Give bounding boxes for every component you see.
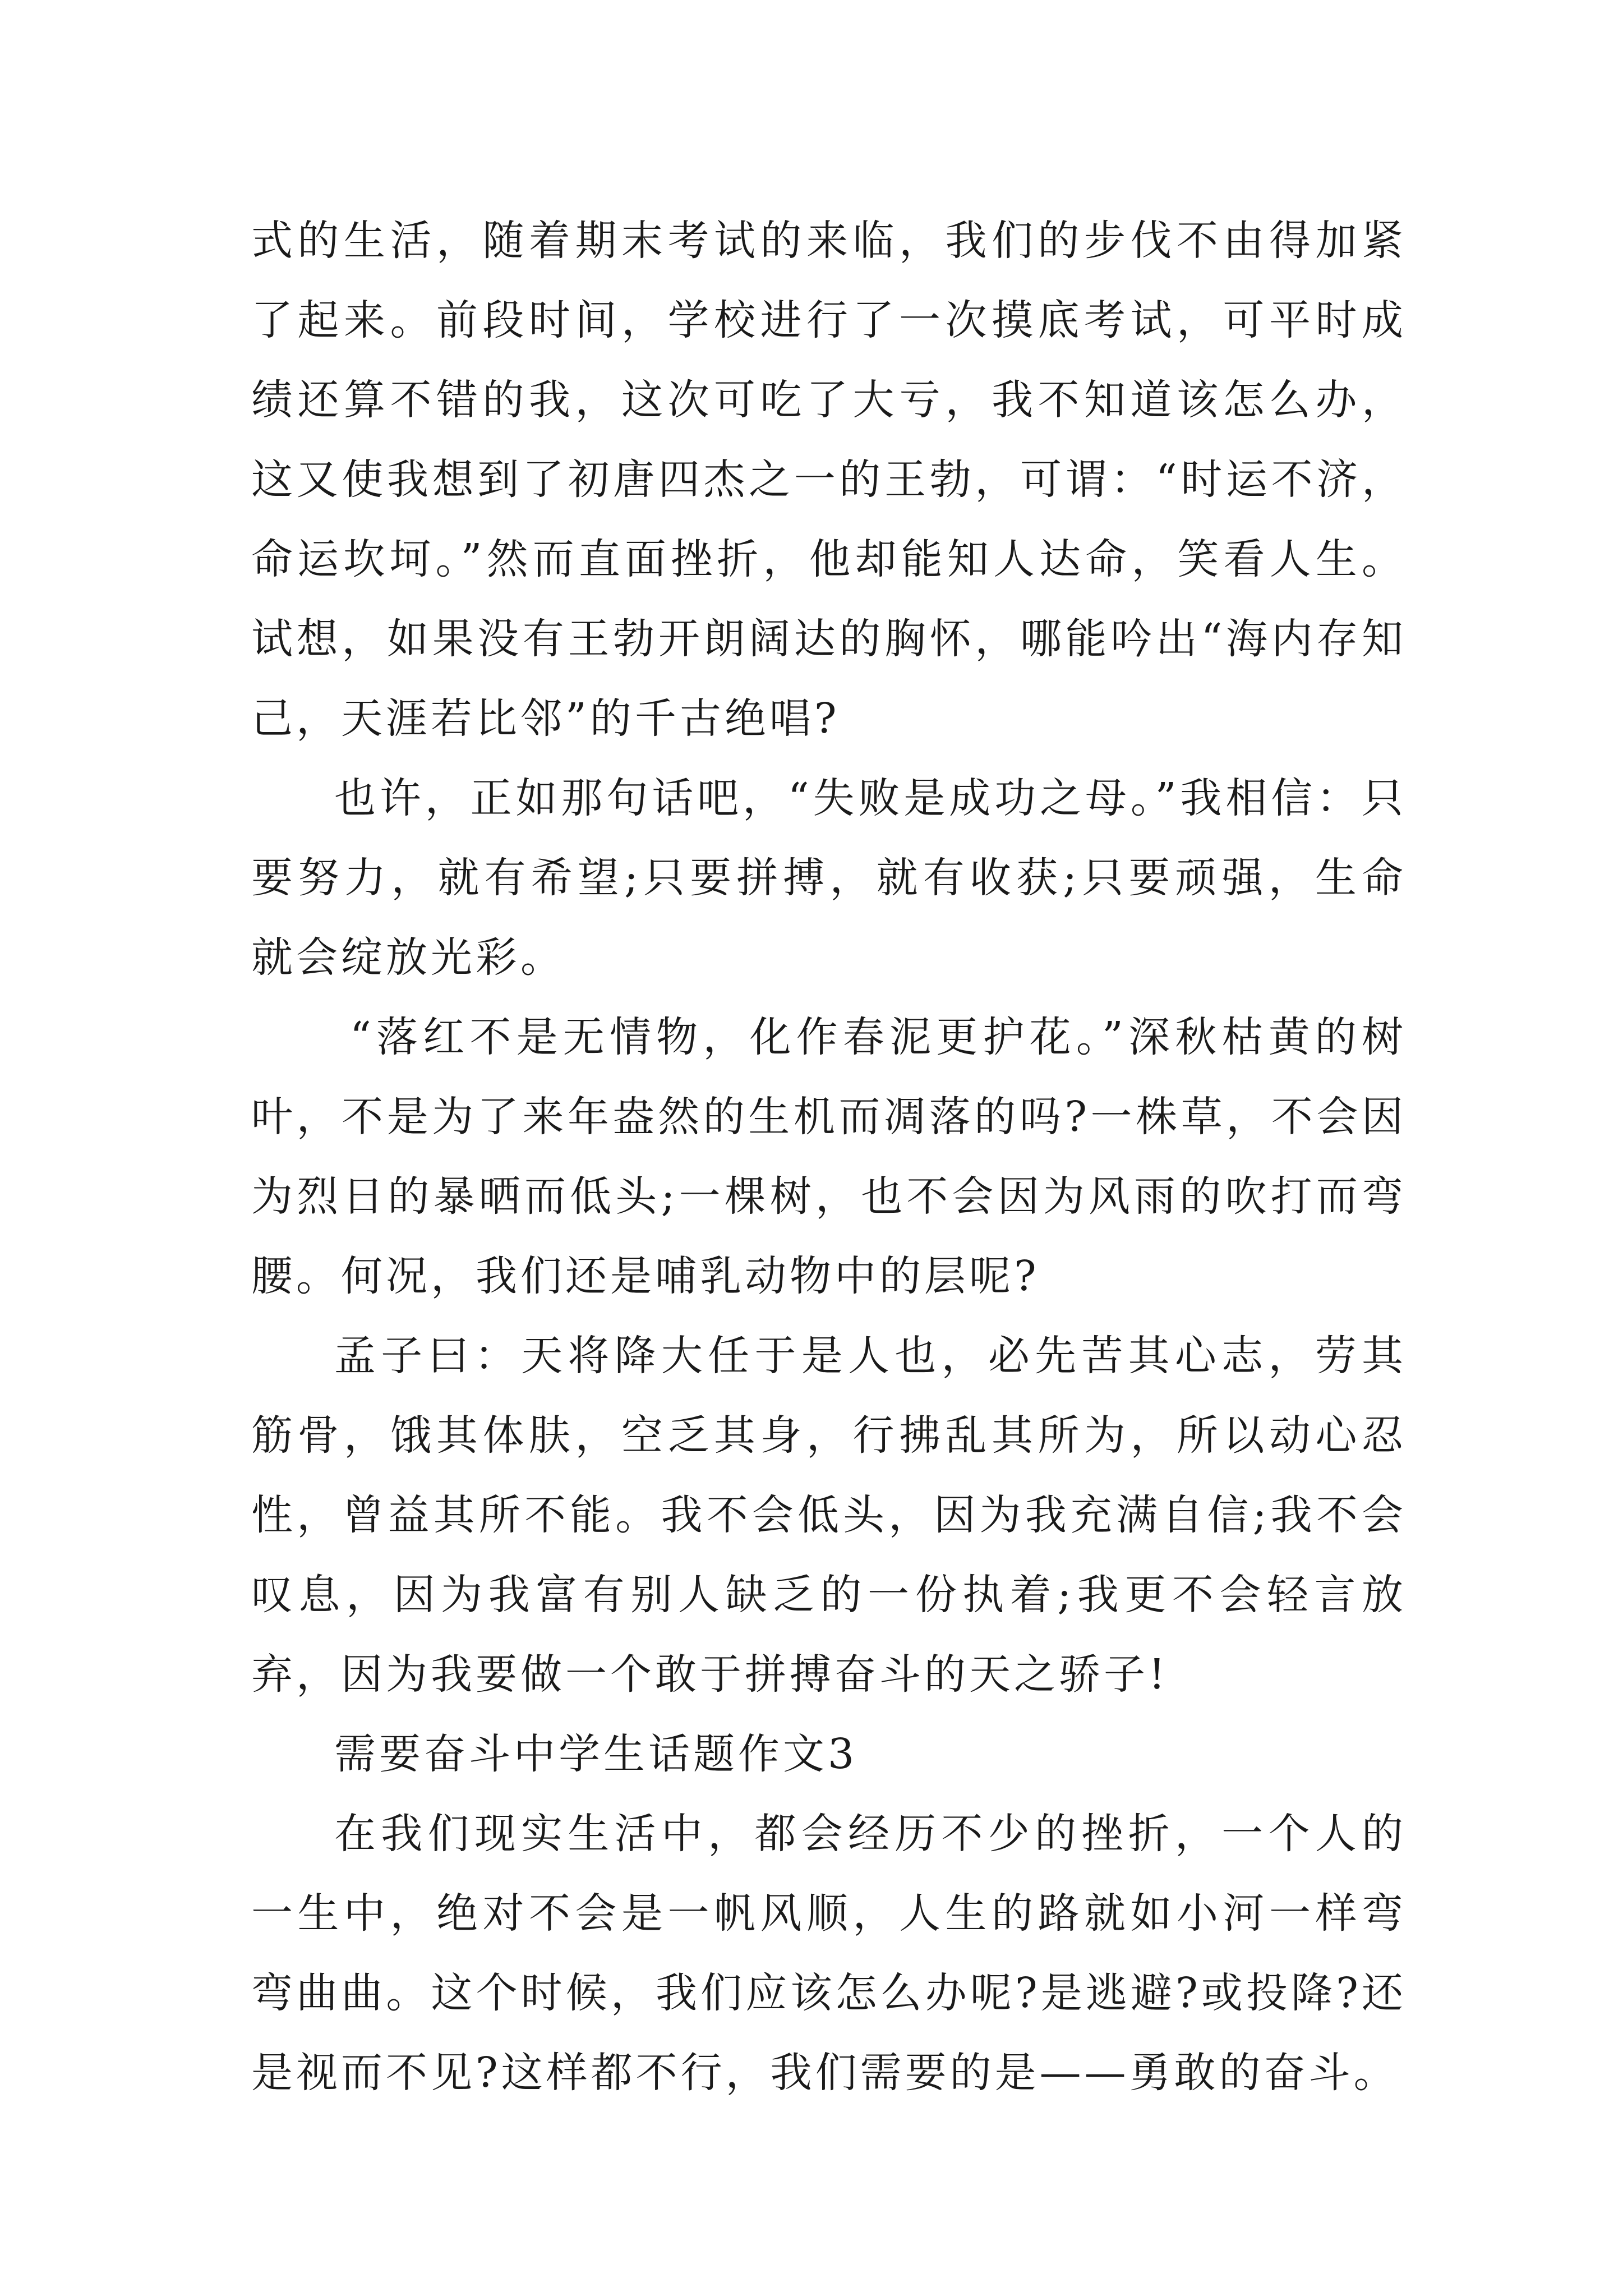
- document-body: [251, 201, 1407, 2113]
- paragraph: “落红不是无情物，化作春泥更护花。”深秋枯黄的树叶，不是为了来年盎然的生机而凋落的吗?一株草，不会因为烈日的暴晒而低头;一棵树，也不会因为风雨的吹打而弯腰。何况，我们还是哺乳动物中的层呢?: [251, 1013, 1407, 1300]
- paragraph-continued: 式的生活，随着期末考试的来临，我们的步伐不由得加紧了起来。前段时间，学校进行了一次摸底考试，可平时成绩还算不错的我，这次可吃了大亏，我不知道该怎么办，这又使我想到了初唐四杰之一的王勃，可谓：“时运不济，命运坎坷。”然而直面挫折，他却能知人达命，笑看人生。试想，如果没有王勃开朗阔达的胸怀，哪能吟出“海内存知己，天涯若比邻”的千古绝唱?: [251, 217, 1407, 743]
- paragraph: 孟子曰：天将降大任于是人也，必先苦其心志，劳其筋骨，饿其体肤，空乏其身，行拂乱其所为，所以动心忍性，曾益其所不能。我不会低头，因为我充满自信;我不会叹息，因为我富有别人缺乏的一份执着;我更不会轻言放弃，因为我要做一个敢于拼搏奋斗的天之骄子!: [251, 1332, 1407, 1699]
- paragraph: 在我们现实生活中，都会经历不少的挫折，一个人的一生中，绝对不会是一帆风顺，人生的路就如小河一样弯弯曲曲。这个时候，我们应该怎么办呢?是逃避?或投降?还是视而不见?这样都不行，我们需要的是——勇敢的奋斗。: [251, 1810, 1407, 2097]
- paragraph: 也许，正如那句话吧，“失败是成功之母。”我相信：只要努力，就有希望;只要拼搏，就有收获;只要顽强，生命就会绽放光彩。: [251, 774, 1407, 982]
- section-heading: 需要奋斗中学生话题作文3: [334, 1730, 858, 1778]
